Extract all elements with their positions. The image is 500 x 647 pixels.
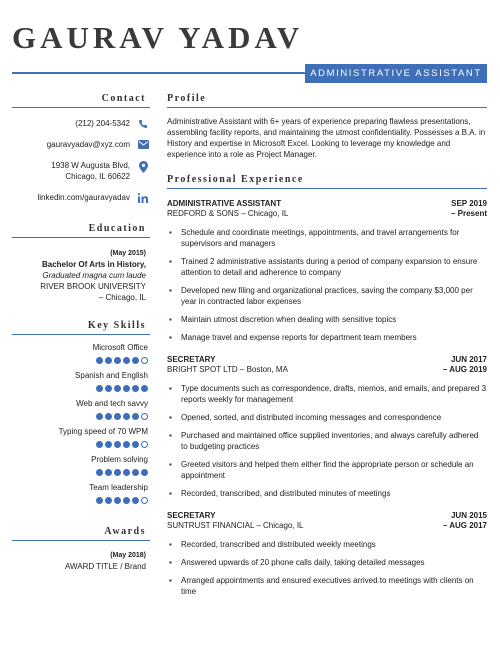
job-title-banner: ADMINISTRATIVE ASSISTANT bbox=[305, 64, 487, 83]
job-end-date: – AUG 2017 bbox=[442, 521, 487, 530]
skill-rating bbox=[12, 497, 148, 504]
skill-item bbox=[12, 343, 150, 364]
location-pin-icon bbox=[136, 160, 150, 173]
rating-dot-filled bbox=[105, 497, 112, 504]
awards-heading: Awards bbox=[12, 526, 150, 541]
rating-dot-empty bbox=[141, 413, 148, 420]
profile-heading: Profile bbox=[167, 93, 487, 108]
main-column bbox=[167, 93, 487, 604]
award-entry bbox=[12, 550, 150, 572]
award-title: AWARD TITLE / Brand bbox=[64, 562, 146, 571]
job-duties bbox=[167, 227, 487, 343]
sidebar bbox=[12, 93, 150, 572]
rating-dot-filled bbox=[96, 413, 103, 420]
contact-email bbox=[12, 139, 150, 150]
education-honors: Graduated magna cum laude bbox=[42, 271, 146, 280]
rating-dot-filled bbox=[96, 385, 103, 392]
duty-item: ▪ Trained 2 administrative assistants during a period of company expansion to ensure attention to detail and adherence to company bbox=[167, 256, 487, 278]
duty-item: ▪ Manage travel and expense reports for department team members bbox=[167, 332, 487, 343]
email-text: gauravyadav@xyz.com bbox=[46, 140, 130, 149]
education-school: RIVER BROOK UNIVERSITY bbox=[40, 282, 146, 291]
job-company: BRIGHT SPOT LTD – Boston, MA bbox=[167, 365, 288, 374]
rating-dot-empty bbox=[141, 497, 148, 504]
education-degree: Bachelor Of Arts in History, bbox=[41, 260, 146, 269]
skill-item bbox=[12, 483, 150, 504]
duty-item: ▪ Greeted visitors and helped them either find the appropriate person or schedule an appointment bbox=[167, 459, 487, 481]
rating-dot-filled bbox=[105, 441, 112, 448]
skill-item bbox=[12, 371, 150, 392]
job-duties bbox=[167, 383, 487, 499]
job-entry bbox=[167, 199, 487, 343]
rating-dot-filled bbox=[132, 413, 139, 420]
address-text bbox=[51, 160, 130, 182]
skill-label: Typing speed of 70 WPM bbox=[58, 427, 148, 436]
skill-label: Microsoft Office bbox=[92, 343, 148, 352]
skills-list bbox=[12, 343, 150, 504]
rating-dot-filled bbox=[132, 385, 139, 392]
duty-item: ▪ Schedule and coordinate meetings, appointments, and travel arrangements for supervisors and managers bbox=[167, 227, 487, 249]
address-line-1: 1938 W Augusta Blvd, bbox=[51, 161, 130, 170]
skill-label: Team leadership bbox=[89, 483, 148, 492]
profile-summary: Administrative Assistant with 6+ years of experience preparing flawless presentations, assembling facility reports, and maintaining the utmost confidentiality. Possesses a B.A. in History and expertise in Microsoft Excel. Looking to leverage my knowledge and experience into a role as Project Manager. bbox=[167, 117, 486, 159]
duty-item: ▪ Developed new filing and organizational practices, saving the company $3,000 per year in contracted labor expenses bbox=[167, 285, 487, 307]
skill-rating bbox=[12, 469, 148, 476]
rating-dot-filled bbox=[105, 469, 112, 476]
skill-label: Web and tech savvy bbox=[76, 399, 148, 408]
skill-label: Problem solving bbox=[91, 455, 148, 464]
skill-label: Spanish and English bbox=[75, 371, 148, 380]
duty-item: ▪ Type documents such as correspondence, drafts, memos, and emails, and prepared 3 reports weekly for management bbox=[167, 383, 487, 405]
rating-dot-filled bbox=[123, 385, 130, 392]
contact-heading: Contact bbox=[12, 93, 150, 108]
duty-item: ▪ Recorded, transcribed, and distributed minutes of meetings bbox=[167, 488, 487, 499]
rating-dot-filled bbox=[132, 357, 139, 364]
job-company: SUNTRUST FINANCIAL – Chicago, IL bbox=[167, 521, 304, 530]
phone-icon bbox=[136, 118, 150, 129]
skill-item bbox=[12, 455, 150, 476]
skill-rating bbox=[12, 413, 148, 420]
duty-item: ▪ Recorded, transcribed and distributed weekly meetings bbox=[167, 539, 487, 550]
job-company: REDFORD & SONS – Chicago, IL bbox=[167, 209, 289, 218]
education-location: – Chicago, IL bbox=[98, 293, 146, 302]
job-entry bbox=[167, 355, 487, 499]
candidate-name: GAURAV YADAV bbox=[12, 20, 304, 55]
rating-dot-filled bbox=[123, 413, 130, 420]
rating-dot-filled bbox=[105, 385, 112, 392]
rating-dot-filled bbox=[105, 357, 112, 364]
job-title: ADMINISTRATIVE ASSISTANT bbox=[167, 199, 282, 208]
skill-rating bbox=[12, 385, 148, 392]
rating-dot-filled bbox=[114, 357, 121, 364]
rating-dot-filled bbox=[114, 497, 121, 504]
education-heading: Education bbox=[12, 223, 150, 238]
rating-dot-filled bbox=[123, 469, 130, 476]
rating-dot-filled bbox=[132, 469, 139, 476]
education-date: (May 2015) bbox=[110, 250, 146, 257]
address-line-2: Chicago, IL 60622 bbox=[65, 172, 130, 181]
duty-item: ▪ Arranged appointments and ensured executives arrived to meetings with clients on time bbox=[167, 575, 487, 597]
duty-item: ▪ Purchased and maintained office supplied inventories, and always carefully adhered to budgeting practices bbox=[167, 430, 487, 452]
contact-address bbox=[12, 160, 150, 182]
rating-dot-filled bbox=[96, 441, 103, 448]
job-start-date: JUN 2017 bbox=[450, 355, 487, 364]
job-start-date: SEP 2019 bbox=[451, 199, 487, 208]
job-title: SECRETARY bbox=[167, 355, 216, 364]
contact-phone bbox=[12, 118, 150, 129]
rating-dot-filled bbox=[114, 469, 121, 476]
header-rule bbox=[12, 72, 305, 74]
job-end-date: – Present bbox=[450, 209, 487, 218]
rating-dot-filled bbox=[96, 357, 103, 364]
linkedin-text: linkedin.com/gauravyadav bbox=[37, 193, 130, 202]
rating-dot-filled bbox=[114, 385, 121, 392]
linkedin-icon bbox=[136, 192, 150, 203]
job-start-date: JUN 2015 bbox=[450, 511, 487, 520]
skills-heading: Key Skills bbox=[12, 320, 150, 335]
job-title: SECRETARY bbox=[167, 511, 216, 520]
duty-item: ▪ Maintain utmost discretion when dealing with sensitive topics bbox=[167, 314, 487, 325]
rating-dot-empty bbox=[141, 357, 148, 364]
skill-item bbox=[12, 399, 150, 420]
duty-item: ▪ Opened, sorted, and distributed incoming messages and correspondence bbox=[167, 412, 487, 423]
rating-dot-filled bbox=[105, 413, 112, 420]
rating-dot-filled bbox=[132, 441, 139, 448]
rating-dot-filled bbox=[96, 497, 103, 504]
rating-dot-filled bbox=[123, 497, 130, 504]
job-end-date: – AUG 2019 bbox=[442, 365, 487, 374]
experience-heading: Professional Experience bbox=[167, 174, 487, 189]
rating-dot-empty bbox=[141, 441, 148, 448]
rating-dot-filled bbox=[141, 385, 148, 392]
rating-dot-filled bbox=[114, 413, 121, 420]
skill-item bbox=[12, 427, 150, 448]
job-duties bbox=[167, 539, 487, 597]
phone-text: (212) 204-5342 bbox=[75, 119, 130, 128]
rating-dot-filled bbox=[123, 441, 130, 448]
job-entry bbox=[167, 511, 487, 597]
rating-dot-filled bbox=[123, 357, 130, 364]
education-entry bbox=[12, 248, 150, 303]
contact-linkedin bbox=[12, 192, 150, 203]
skill-rating bbox=[12, 441, 148, 448]
envelope-icon bbox=[136, 139, 150, 149]
skill-rating bbox=[12, 357, 148, 364]
award-date: (May 2018) bbox=[110, 552, 146, 559]
duty-item: ▪ Answered upwards of 20 phone calls daily, taking detailed messages bbox=[167, 557, 487, 568]
rating-dot-filled bbox=[141, 469, 148, 476]
rating-dot-filled bbox=[114, 441, 121, 448]
rating-dot-filled bbox=[96, 469, 103, 476]
rating-dot-filled bbox=[132, 497, 139, 504]
